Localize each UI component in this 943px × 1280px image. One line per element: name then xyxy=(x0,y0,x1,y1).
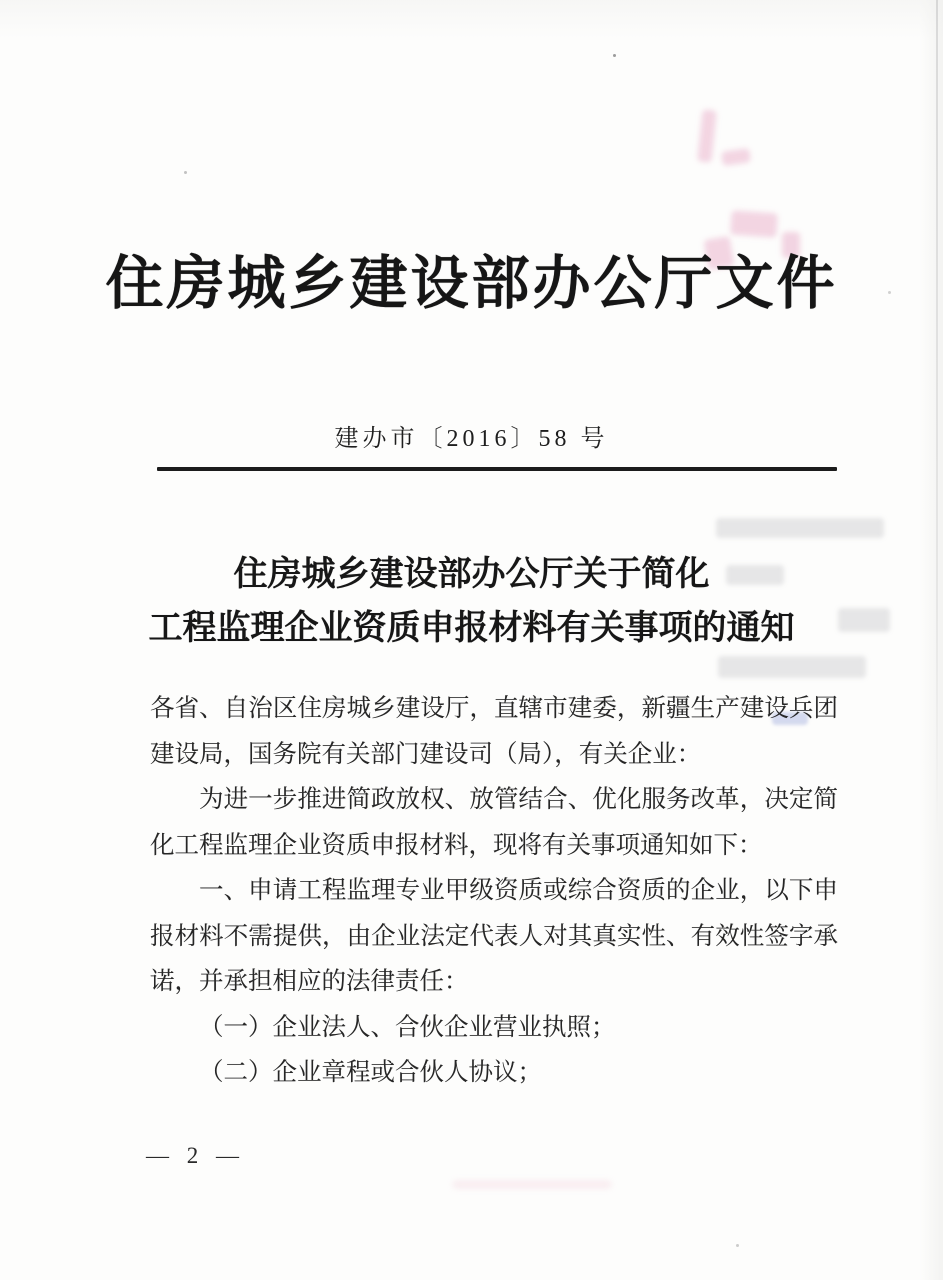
body-line: 各省、自治区住房城乡建设厅，直辖市建委，新疆生产建设兵团 xyxy=(150,695,838,722)
bleed-artifact-pink xyxy=(730,210,778,237)
notice-title-line1: 住房城乡建设部办公厅关于简化 xyxy=(233,556,710,593)
notice-body xyxy=(150,686,838,1096)
body-line: 一、申请工程监理专业甲级资质或综合资质的企业，以下申 xyxy=(199,877,838,904)
body-line: 化工程监理企业资质申报材料，现将有关事项通知如下： xyxy=(150,831,763,859)
bleed-artifact-pink xyxy=(721,148,751,166)
notice-title-line2: 工程监理企业资质申报材料有关事项的通知 xyxy=(148,610,795,647)
bleed-artifact-pink xyxy=(697,109,716,162)
body-line-item: （一）企业法人、合伙企业营业执照； xyxy=(199,1013,616,1041)
notice-title xyxy=(0,548,943,656)
document-number: 建办市〔2016〕58 号 xyxy=(334,426,609,452)
scan-speck xyxy=(184,171,187,174)
bleed-artifact-gray xyxy=(716,518,884,538)
scan-speck xyxy=(613,54,616,57)
bleed-smudge xyxy=(452,1180,612,1189)
body-line-item: （二）企业章程或合伙人协议； xyxy=(199,1059,542,1086)
body-line: 诺，并承担相应的法律责任： xyxy=(150,968,469,995)
scan-speck xyxy=(736,1244,739,1247)
bleed-artifact-gray xyxy=(718,656,866,678)
letterhead-rule xyxy=(157,467,837,471)
body-line: 报材料不需提供，由企业法定代表人对其真实性、有效性签字承 xyxy=(150,922,838,950)
letterhead-title: 住房城乡建设部办公厅文件 xyxy=(105,251,838,316)
page-number: — 2 — xyxy=(146,1143,242,1168)
body-line: 为进一步推进简政放权、放管结合、优化服务改革，决定简 xyxy=(199,786,838,813)
body-line: 建设局，国务院有关部门建设司（局），有关企业： xyxy=(150,740,702,768)
